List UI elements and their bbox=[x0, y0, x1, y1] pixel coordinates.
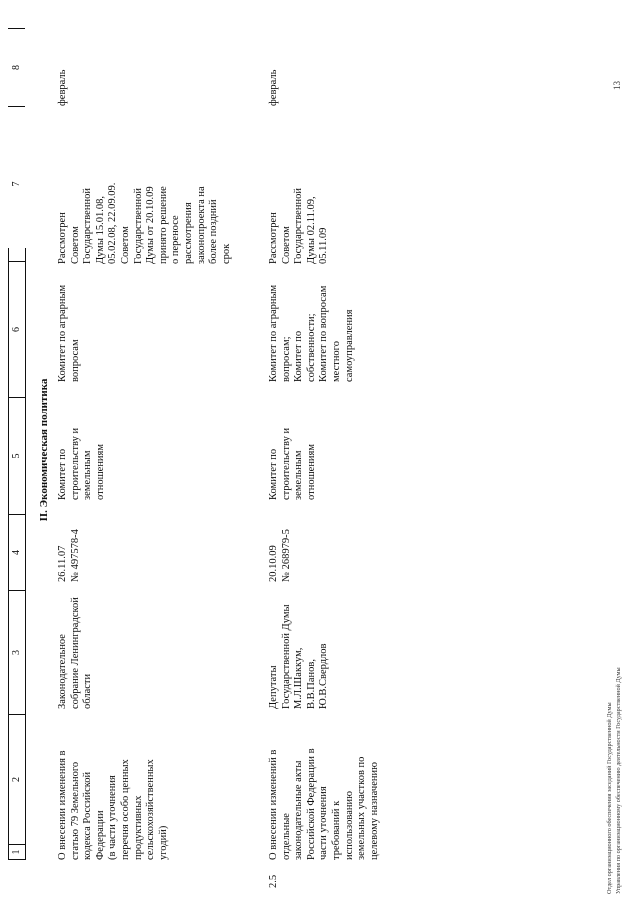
table-header-bottom bbox=[25, 248, 26, 860]
column-number-8: 8 bbox=[11, 65, 22, 70]
footer-line-1: Отдел организационного обеспечения заседаний Государственной Думы bbox=[606, 702, 613, 894]
co-executor-committees: Комитет по аграрным вопросам bbox=[57, 284, 81, 382]
planned-month: февраль bbox=[268, 69, 279, 106]
column-number-7: 7 bbox=[11, 181, 22, 187]
bill-title: О внесении изменений в отдельные законодательные акты Российской Федерации в части уточнения требований к использованию земельных участков по целевому назначению bbox=[268, 748, 380, 860]
bill-registration: 20.10.09 № 268979-5 bbox=[268, 529, 292, 582]
bill-initiator: Депутаты Государственной Думы М.Л.Шаккум, В.В.Панов, Ю.В.Свердлов bbox=[268, 604, 330, 709]
column-number-3: 3 bbox=[11, 650, 22, 655]
bill-registration: 26.11.07 № 497578-4 bbox=[57, 529, 81, 582]
column-divider bbox=[8, 859, 25, 860]
column-number-1: 1 bbox=[11, 849, 22, 855]
planned-month: февраль bbox=[57, 69, 68, 106]
column-number-2: 2 bbox=[11, 777, 22, 782]
column-number-4: 4 bbox=[11, 550, 22, 555]
column-number-5: 5 bbox=[11, 453, 22, 459]
section-title: II. Экономическая политика bbox=[38, 378, 50, 522]
table-border-top bbox=[8, 248, 9, 860]
co-executor-committees: Комитет по аграрным вопросам; Комитет по собственности; Комитет по вопросам местного самоуправления bbox=[268, 284, 355, 382]
column-number-6: 6 bbox=[11, 327, 22, 332]
page-number: 13 bbox=[612, 81, 622, 90]
bill-status: Рассмотрен Советом Государственной Думы 02.11.09, 05.11.09 bbox=[268, 188, 330, 264]
footer-line-2: Управления по организационному обеспечению деятельности Государственной Думы bbox=[615, 667, 622, 894]
responsible-committee: Комитет по строительству и земельным отношениям bbox=[268, 427, 317, 500]
bill-title: О внесении изменения в статью 79 Земельного кодекса Российской Федерации (в части уточнения перечня особо ценных продуктивных сельскохозяйственных угодий) bbox=[57, 750, 169, 860]
row-number: 2.5 bbox=[268, 874, 279, 888]
bill-status: Рассмотрен Советом Государственной Думы 15.01.08, 05.02.08, 22.09.09. Советом Государственной Думы от 20.10.09 принято решение о переносе рассмотрения законопроекта на более поздний срок bbox=[57, 182, 232, 264]
responsible-committee: Комитет по строительству и земельным отношениям bbox=[57, 427, 106, 500]
bill-initiator: Законодательное собрание Ленинградской области bbox=[57, 597, 94, 709]
